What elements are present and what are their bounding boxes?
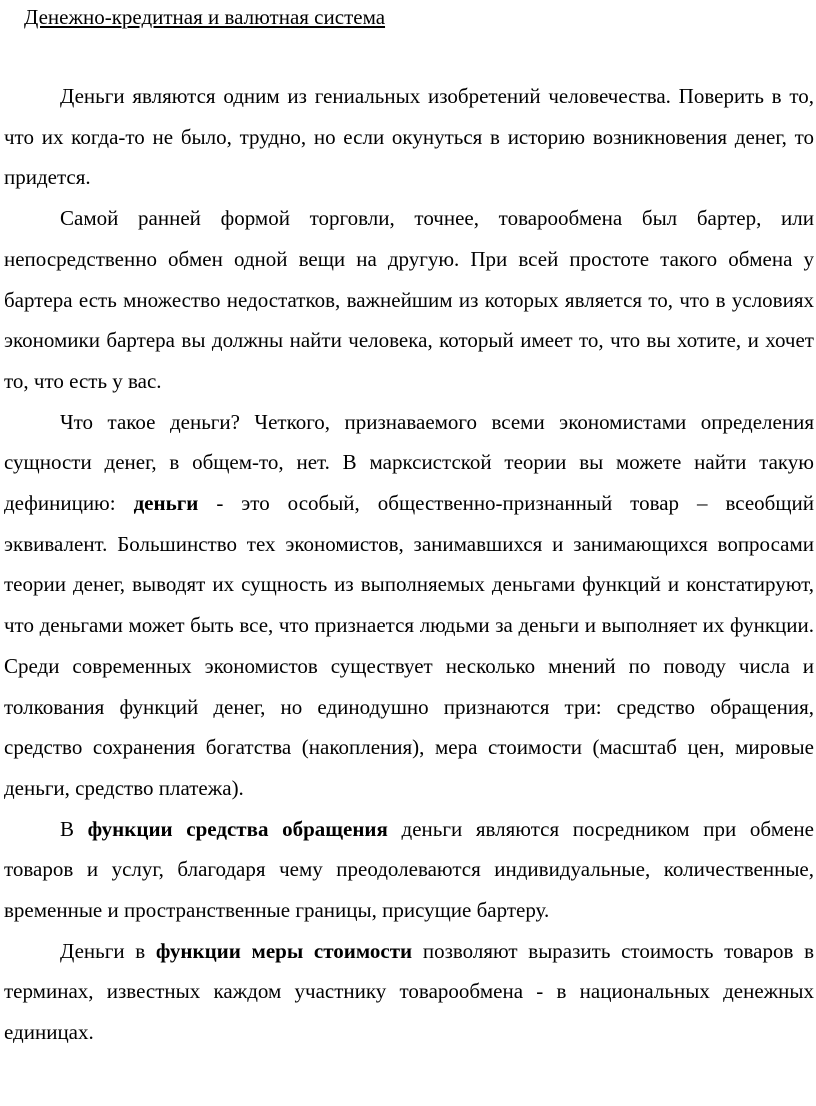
paragraph-money-definition	[4, 402, 814, 809]
document-body	[4, 76, 814, 1053]
paragraph-medium-of-exchange	[4, 809, 814, 931]
paragraph-text: Деньги в	[60, 938, 156, 963]
paragraph-measure-of-value	[4, 931, 814, 1053]
paragraph-barter: Самой ранней формой торговли, точнее, товарообмена был бартер, или непосредственно обмен одной вещи на другую. При всей простоте такого обмена у бартера есть множество недостатков, важнейшим из которых является то, что в условиях экономики бартера вы должны найти человека, который имеет то, что вы хотите, и хочет то, что есть у вас.	[4, 206, 814, 393]
paragraph-money-invention: Деньги являются одним из гениальных изобретений человечества. Поверить в то, что их когда-то не было, трудно, но если окунуться в историю возникновения денег, то придется.	[4, 84, 814, 190]
paragraph-text: В	[60, 816, 88, 841]
paragraph-text: Что такое деньги? Четкого, признаваемого всеми экономистами определения сущности денег, в общем-то, нет. В марксистской теории вы можете найти такую дефиницию:	[4, 409, 814, 516]
bold-term-money: деньги	[133, 491, 199, 516]
bold-term-medium-of-exchange: функции средства обращения	[87, 816, 388, 841]
document-title: Денежно-кредитная и валютная система	[24, 5, 386, 29]
paragraph-text: деньги являются посредником при обмене товаров и услуг, благодаря чему преодолеваются индивидуальные, количественные, временные и пространственные границы, присущие бартеру.	[4, 816, 814, 923]
bold-term-measure-of-value: функции меры стоимости	[155, 938, 413, 963]
paragraph-text: позволяют выразить стоимость товаров в терминах, известных каждом участнику товарообмена - в национальных денежных единицах.	[4, 938, 814, 1045]
paragraph-text: - это особый, общественно-признанный товар – всеобщий эквивалент. Большинство тех экономистов, занимавшихся и занимающихся вопросами теории денег, выводят их сущность из выполняемых деньгами функций и констатируют, что деньгами может быть все, что признается людьми за деньги и выполняет их функции. Среди современных экономистов существует несколько мнений по поводу числа и толкования функций денег, но единодушно признаются три: средство обращения, средство сохранения богатства (накопления), мера стоимости (масштаб цен, мировые деньги, средство платежа).	[4, 491, 814, 800]
